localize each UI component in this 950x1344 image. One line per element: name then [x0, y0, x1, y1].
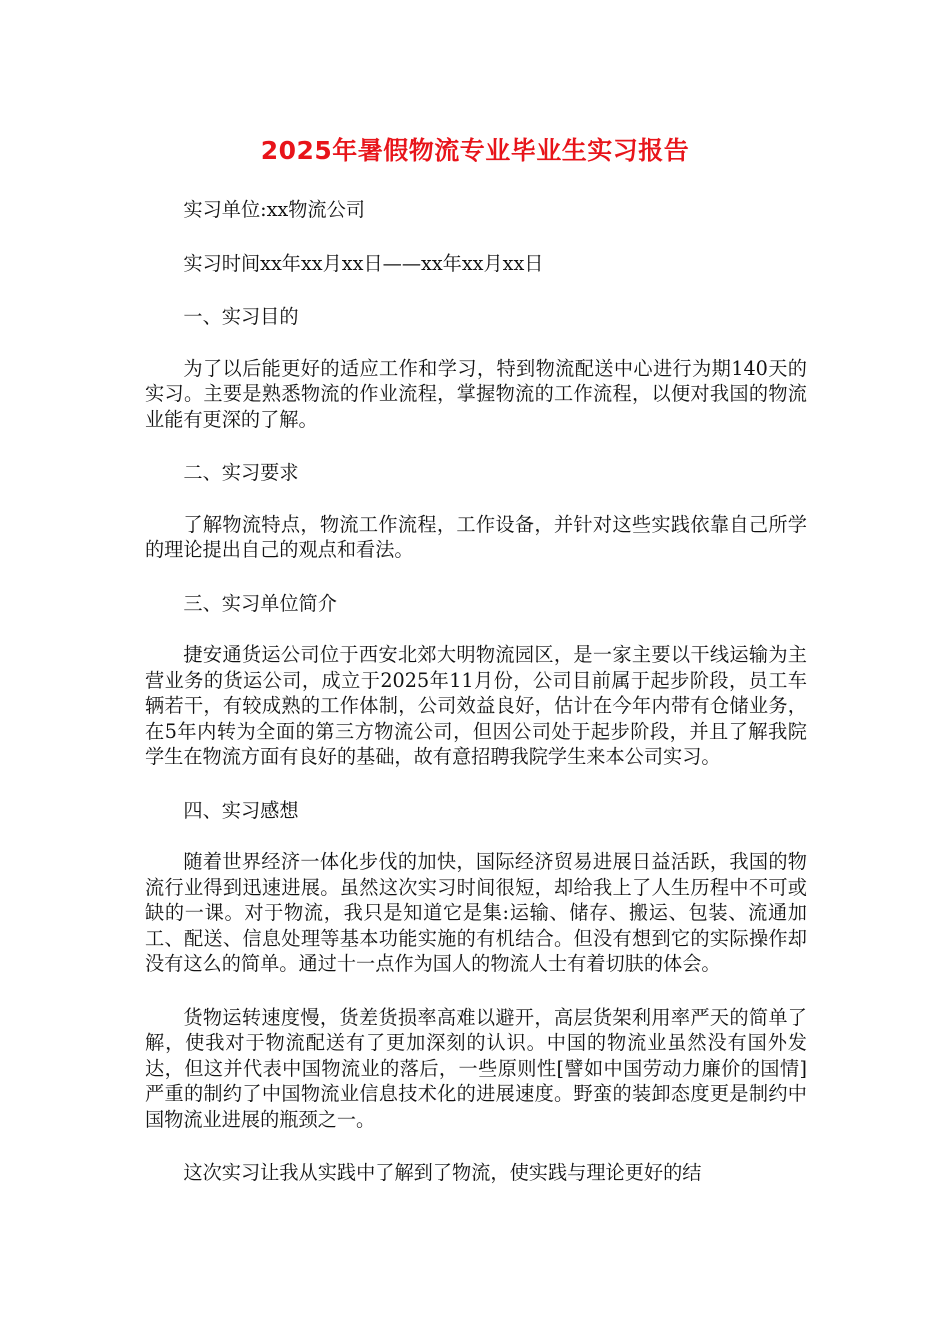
paragraph-purpose: 为了以后能更好的适应工作和学习，特到物流配送中心进行为期140天的实习。主要是熟悉物流的作业流程，掌握物流的工作流程，以便对我国的物流业能有更深的了解。 [145, 356, 807, 431]
paragraph-requirements: 了解物流特点，物流工作流程，工作设备，并针对这些实践依靠自己所学的理论提出自己的观点和看法。 [145, 512, 807, 561]
paragraph-reflections-1: 随着世界经济一体化步伐的加快，国际经济贸易进展日益活跃，我国的物流行业得到迅速进展。虽然这次实习时间很短，却给我上了人生历程中不可或缺的一课。对于物流，我只是知道它是集:运输、储存、搬运、包装、流通加工、配送、信息处理等基本功能实施的有机结合。但没有想到它的实际操作却没有这么的简单。通过十一点作为国人的物流人士有着切肤的体会。 [145, 850, 807, 975]
section-heading-purpose: 一、实习目的 [183, 305, 299, 328]
document-title: 2025年暑假物流专业毕业生实习报告 [260, 136, 690, 165]
paragraph-company-intro: 捷安通货运公司位于西安北郊大明物流园区，是一家主要以干线运输为主营业务的货运公司，成立于2025年11月份，公司目前属于起步阶段，员工车辆若干，有较成熟的工作体制，公司效益良好，估计在今年内带有仓储业务，在5年内转为全面的第三方物流公司，但因公司处于起步阶段，并且了解我院学生在物流方面有良好的基础，故有意招聘我院学生来本公司实习。 [145, 643, 807, 768]
paragraph-reflections-3: 这次实习让我从实践中了解到了物流，使实践与理论更好的结 [183, 1161, 702, 1184]
section-heading-reflections: 四、实习感想 [183, 798, 299, 822]
paragraph-reflections-2: 货物运转速度慢，货差货损率高难以避开，高层货架利用率严天的简单了解，使我对于物流配送有了更加深刻的认识。中国的物流业虽然没有国外发达，但这并代表中国物流业的落后，一些原则性[譬如中国劳动力廉价的国情]严重的制约了中国物流业信息技术化的进展速度。野蛮的装卸态度更是制约中国物流业进展的瓶颈之一。 [145, 1005, 807, 1131]
paragraph-internship-time: 实习时间xx年xx月xx日——xx年xx月xx日 [183, 251, 544, 275]
section-heading-requirements: 二、实习要求 [183, 461, 299, 484]
section-heading-company-intro: 三、实习单位简介 [183, 591, 337, 615]
document-body [145, 197, 807, 1214]
paragraph-internship-unit: 实习单位:xx物流公司 [183, 198, 365, 221]
